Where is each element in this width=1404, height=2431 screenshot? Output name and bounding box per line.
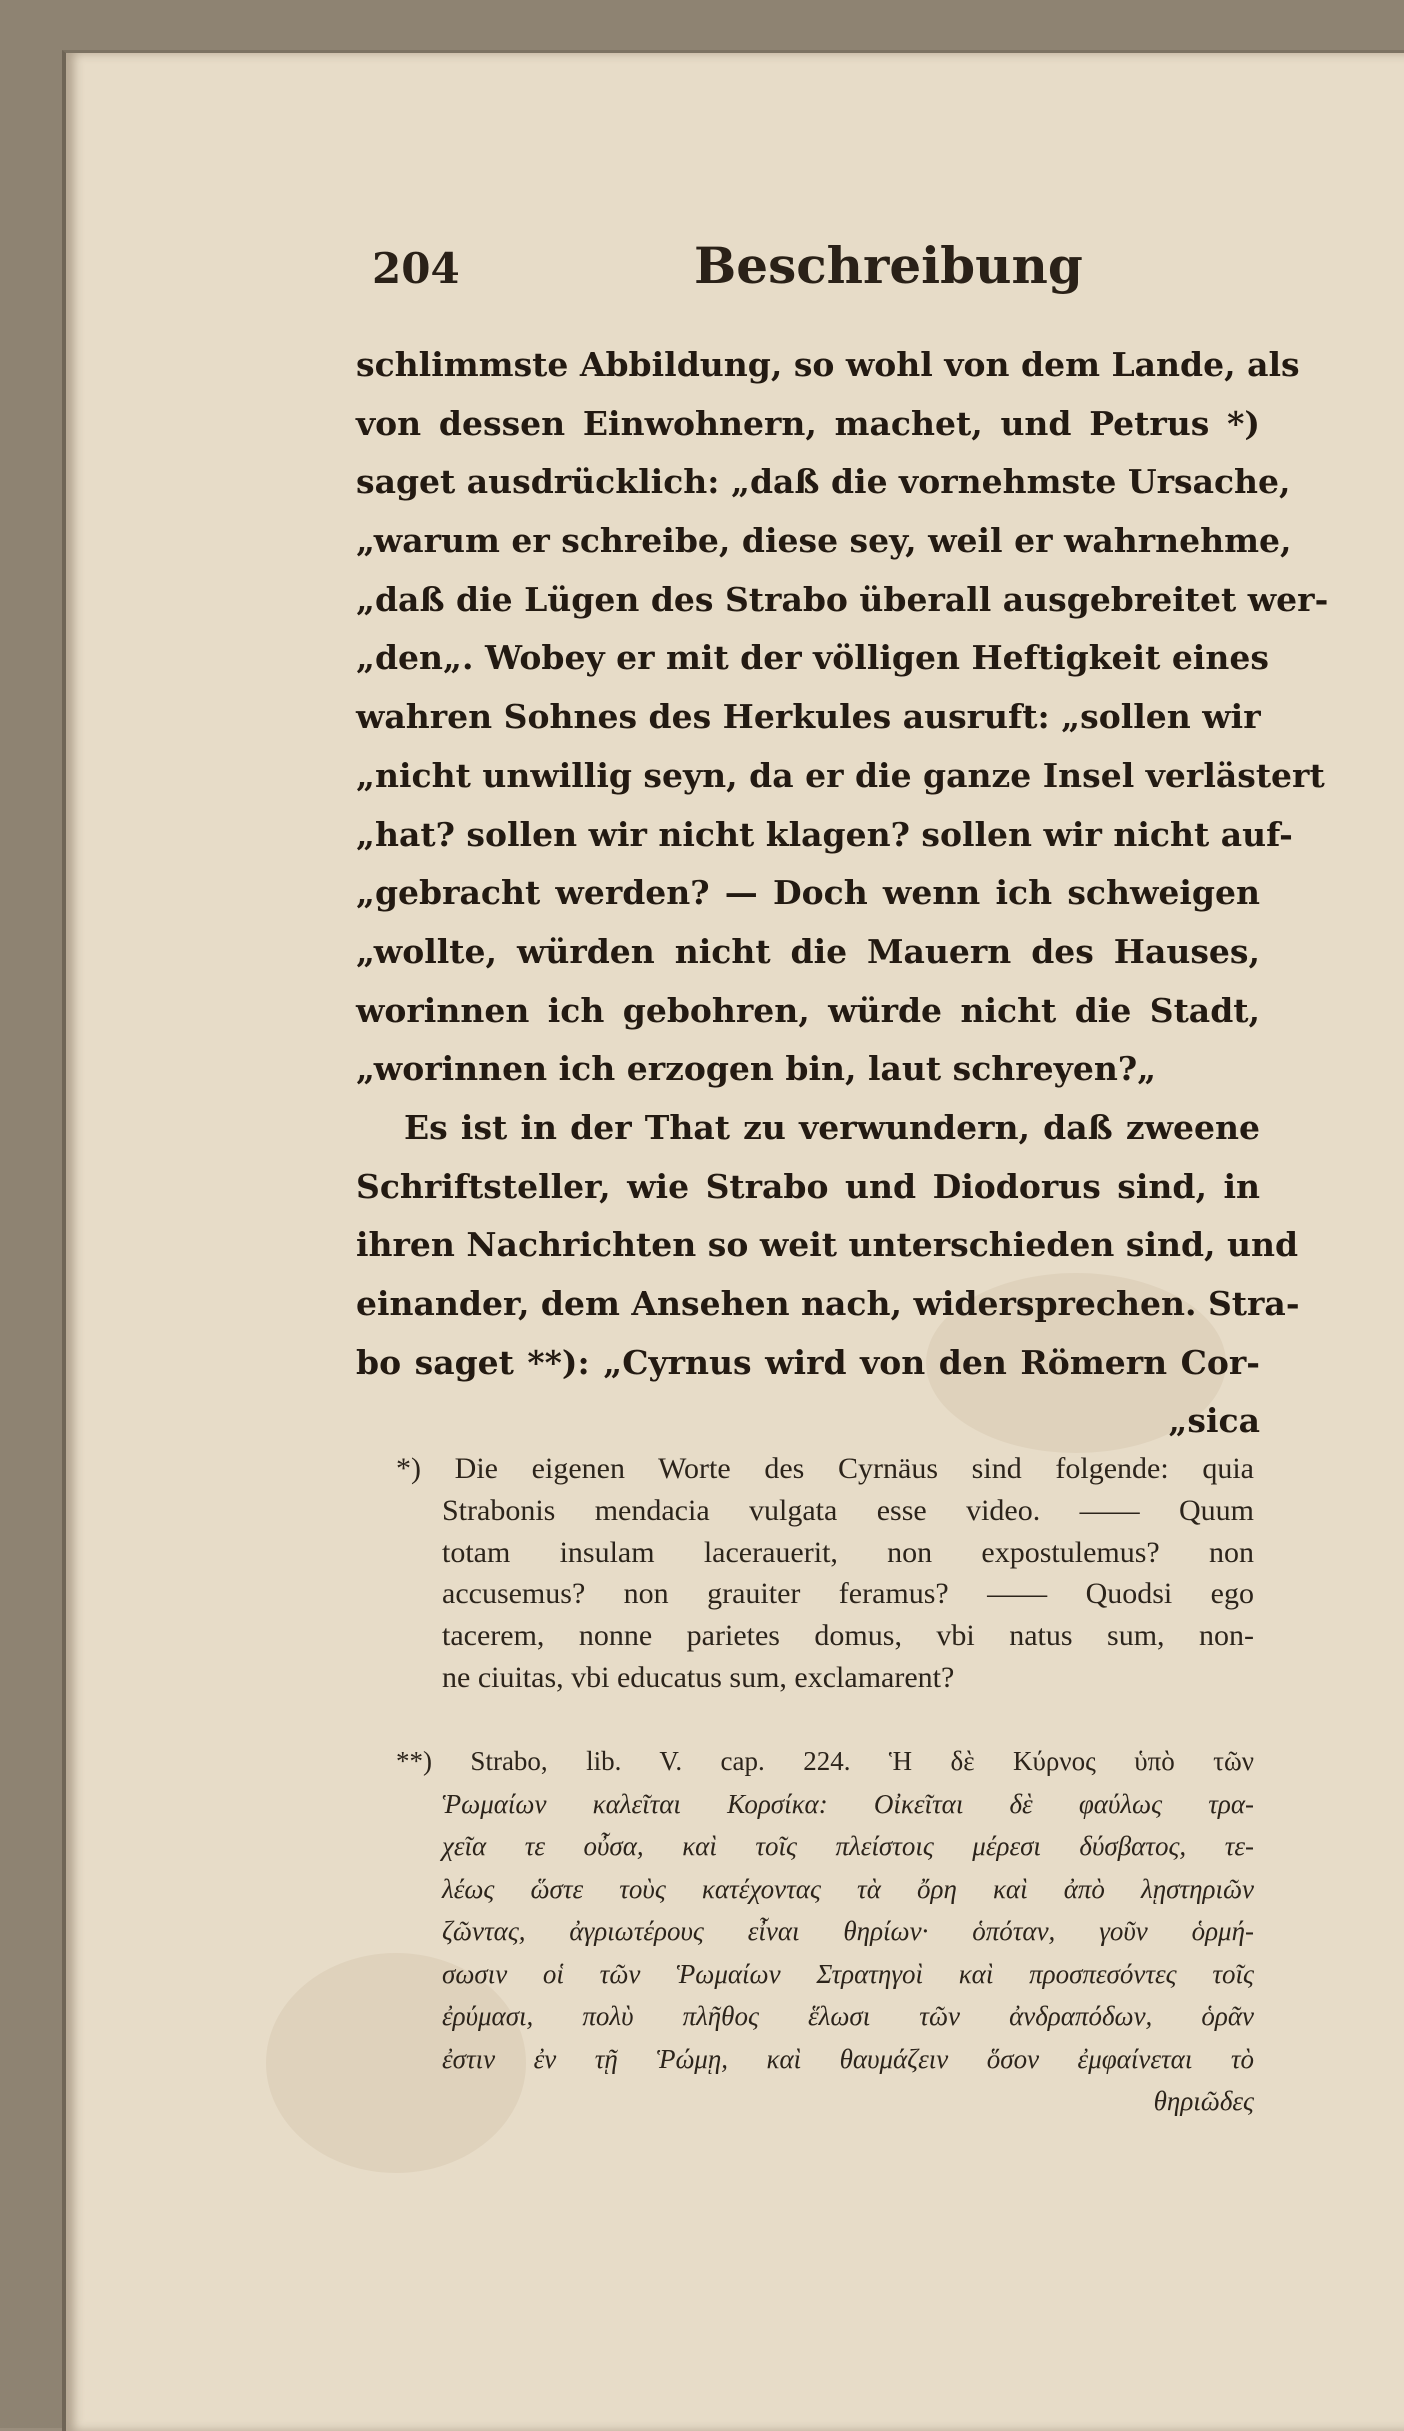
footnote-line: ne ciuitas, vbi educatus sum, exclamarent? <box>442 1660 955 1694</box>
footnote-line: σωσιν οἱ τῶν Ῥωμαίων Στρατηγοὶ καὶ προσπεσόντες τοῖς <box>442 1958 1254 1989</box>
text-line: schlimmste Abbildung, so wohl von dem Lande, als <box>356 345 1300 384</box>
footnote-line: χεῖα τε οὖσα, καὶ τοῖς πλείστοις μέρεσι δύσβατος, τε- <box>442 1831 1254 1861</box>
footnote-cyrnaeus <box>396 1448 1254 1699</box>
footnote-line: ἐρύμασι, πολὺ πλῆθος ἕλωσι τῶν ἀνδραπόδων, ὁρᾶν <box>442 2001 1254 2031</box>
text-line: „warum er schreibe, diese sey, weil er wahrnehme, <box>356 521 1292 561</box>
text-line: ihren Nachrichten so weit unterschieden sind, und <box>356 1225 1299 1265</box>
running-head <box>372 236 1083 306</box>
footnote-line: **) Strabo, lib. V. cap. 224. Ἡ δὲ Κύρνος ὑπὸ τῶν <box>396 1746 1254 1776</box>
footnote-line: ἐστιν ἐν τῇ Ῥώμῃ, καὶ θαυμάζειν ὅσον ἐμφαίνεται τὸ <box>442 2043 1254 2074</box>
footnote-line: ζῶντας, ἀγριωτέρους εἶναι θηρίων· ὁπόταν, γοῦν ὁρμή- <box>442 1916 1254 1946</box>
text-line: saget ausdrücklich: „daß die vornehmste Ursache, <box>356 462 1291 502</box>
page-number: 204 <box>372 244 460 293</box>
footnote-line: Strabonis mendacia vulgata esse video. —— Quum <box>442 1493 1254 1527</box>
text-line: Es ist in der That zu verwundern, daß zweene <box>404 1107 1260 1147</box>
footnote-line: Ῥωμαίων καλεῖται Κορσίκα: Οἰκεῖται δὲ φαύλως τρα- <box>442 1788 1254 1819</box>
text-line: bo saget **): „Cyrnus wird von den Römern Cor- <box>356 1342 1260 1382</box>
catchword: „sica <box>1168 1401 1260 1441</box>
text-line: Schriftsteller, wie Strabo und Diodorus sind, in <box>356 1166 1260 1206</box>
text-line: worinnen ich gebohren, würde nicht die Stadt, <box>356 990 1260 1030</box>
page-title: Beschreibung <box>694 236 1083 295</box>
text-line: „daß die Lügen des Strabo überall ausgebreitet wer- <box>356 579 1329 619</box>
text-line: wahren Sohnes des Herkules ausruft: „sollen wir <box>356 697 1261 737</box>
text-line: „den„. Wobey er mit der völligen Heftigkeit eines <box>356 638 1269 678</box>
footnote-line: totam insulam lacerauerit, non expostulemus? non <box>442 1535 1254 1569</box>
text-line: einander, dem Ansehen nach, widersprechen. Stra- <box>356 1284 1300 1323</box>
text-line: „wollte, würden nicht die Mauern des Hauses, <box>356 931 1260 971</box>
text-line: „nicht unwillig seyn, da er die ganze Insel verlästert <box>356 755 1325 795</box>
footnote-line: λέως ὥστε τοὺς κατέχοντας τὰ ὄρη καὶ ἀπὸ λῃστηριῶν <box>442 1873 1254 1904</box>
text-line: „worinnen ich erzogen bin, laut schreyen?„ <box>356 1049 1157 1089</box>
footnote-line: tacerem, nonne parietes domus, vbi natus sum, non- <box>442 1619 1254 1653</box>
text-line: „hat? sollen wir nicht klagen? sollen wir nicht auf- <box>356 814 1293 854</box>
footnote-line: accusemus? non grauiter feramus? —— Quodsi ego <box>442 1577 1254 1611</box>
catchword: θηριῶδες <box>1153 2086 1254 2116</box>
text-line: „gebracht werden? — Doch wenn ich schweigen <box>356 873 1260 913</box>
footnote-strabo <box>396 1740 1254 2123</box>
text-line: von dessen Einwohnern, machet, und Petrus *) <box>356 403 1260 443</box>
footnote-line: *) Die eigenen Worte des Cyrnäus sind folgende: quia <box>396 1452 1254 1485</box>
body-text <box>356 336 1329 1451</box>
